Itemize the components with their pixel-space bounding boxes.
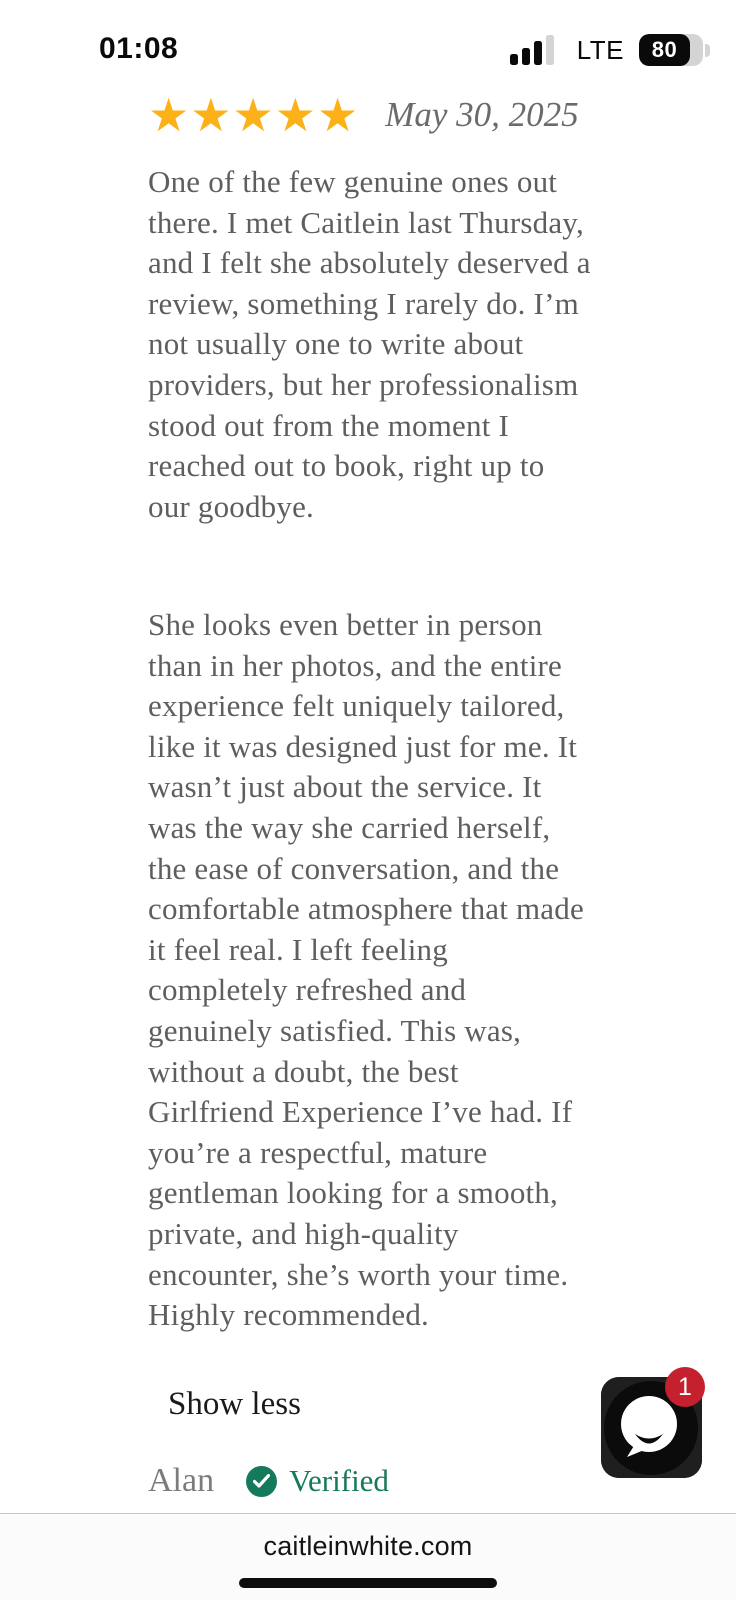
status-right-cluster: [510, 34, 710, 66]
star-rating-icon: ★★★★★: [148, 88, 360, 142]
battery-percent-label: 80: [651, 37, 678, 62]
chat-widget-button[interactable]: [601, 1372, 702, 1478]
chat-notification-badge: 1: [665, 1367, 705, 1407]
review-paragraph-2: She looks even better in person than in her photos, and the entire experience felt uniquely tailored, like it was designed just for me. It wasn’t just about the service. It was the way she carried herself, the ease of conversation, and the comfortable atmosphere that made it feel real. I left feeling completely refreshed and genuinely satisfied. This was, without a doubt, the best Girlfriend Experience I’ve had. If you’re a respectful, mature gentleman looking for a smooth, private, and high-quality encounter, she’s worth your time. Highly recommended.: [148, 607, 584, 1333]
check-icon: [246, 1466, 277, 1497]
status-bar: [0, 0, 736, 90]
cellular-signal-icon: [510, 35, 562, 65]
home-indicator[interactable]: [239, 1578, 497, 1588]
battery-icon: [639, 34, 710, 66]
verified-label: Verified: [289, 1463, 389, 1498]
review-paragraph-1: One of the few genuine ones out there. I met Caitlein last Thursday, and I felt she absolutely deserved a review, something I rarely do. I’m not usually one to write about providers, but her professionalism stood out from the moment I reached out to book, right up to our goodbye.: [148, 164, 591, 524]
battery-body: [639, 34, 703, 66]
network-type-label: LTE: [576, 34, 624, 65]
show-less-button[interactable]: Show less: [168, 1386, 301, 1422]
review-date: May 30, 2025: [385, 95, 579, 134]
safari-bottom-bar: [0, 1513, 736, 1600]
reviewer-name: Alan: [148, 1462, 215, 1499]
reviewer-row: [148, 1462, 389, 1500]
battery-fill: [639, 34, 690, 66]
verified-badge: [246, 1463, 389, 1499]
status-time: 01:08: [99, 32, 179, 65]
battery-cap: [705, 44, 710, 57]
rating-row: [148, 88, 579, 142]
address-bar[interactable]: caitleinwhite.com: [263, 1531, 473, 1561]
